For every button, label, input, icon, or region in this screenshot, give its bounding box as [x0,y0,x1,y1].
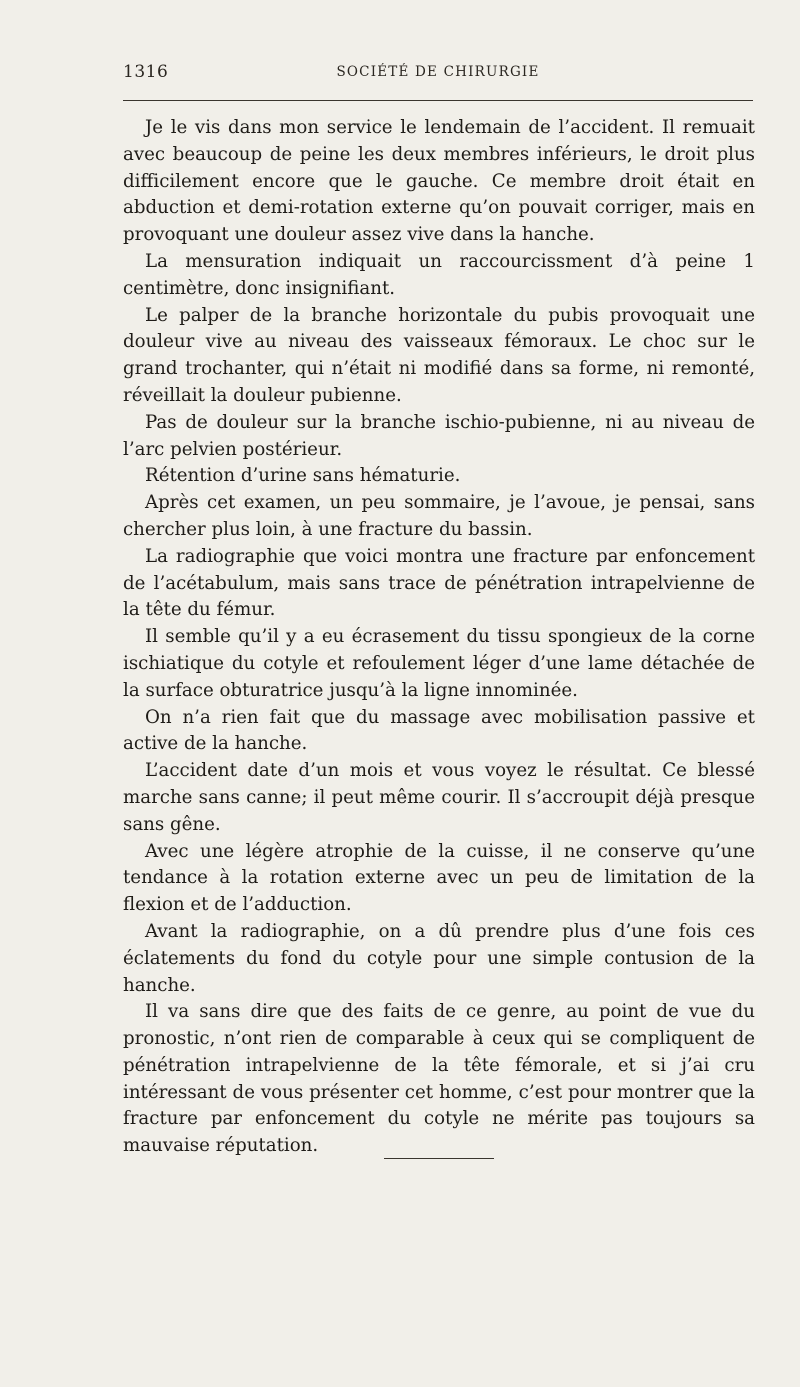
paragraph-2: La mensuration indiquait un raccourcissment d’à peine 1 centimètre, donc insignifiant. [123,250,755,299]
section-end-rule [384,1158,494,1159]
page-header [123,56,753,86]
paragraph-4: Pas de douleur sur la branche ischio-pubienne, ni au niveau de l’arc pelvien postérieur. [123,411,755,460]
paragraph-1: Je le vis dans mon service le lendemain de l’accident. Il remuait avec beaucoup de peine les deux membres inférieurs, le droit plus difficilement encore que le gauche. Ce membre droit était en abduction et demi-rotation externe qu’on pouvait corriger, mais en provoquant une douleur assez vive dans la hanche. [123,117,755,246]
paragraph-5: Rétention d’urine sans hématurie. [145,465,461,487]
paragraph-9: On n’a rien fait que du massage avec mobilisation passive et active de la hanche. [123,706,755,755]
running-title: SOCIÉTÉ DE CHIRURGIE [336,64,540,80]
paragraph-7: La radiographie que voici montra une fracture par enfoncement de l’acétabulum, mais sans trace de pénétration intrapelvienne de la tête du fémur. [123,545,755,621]
paragraph-8: Il semble qu’il y a eu écrasement du tissu spongieux de la corne ischiatique du cotyle et refoulement léger d’une lame détachée de la surface obturatrice jusqu’à la ligne innominée. [123,626,755,701]
paragraph-12: Avant la radiographie, on a dû prendre plus d’une fois ces éclatements du fond du cotyle pour une simple contusion de la hanche. [123,920,755,996]
paragraph-6: Après cet examen, un peu sommaire, je l’avoue, je pensai, sans chercher plus loin, à une fracture du bassin. [123,492,755,540]
paragraph-11: Avec une légère atrophie de la cuisse, il ne conserve qu’une tendance à la rotation externe avec un peu de limitation de la flexion et de l’adduction. [123,840,755,916]
body-text [123,115,755,1160]
paragraph-10: L’accident date d’un mois et vous voyez le résultat. Ce blessé marche sans canne; il peut même courir. Il s’accroupit déjà presque sans gêne. [123,760,755,835]
paragraph-13: Il va sans dire que des faits de ce genre, au point de vue du pronostic, n’ont rien de comparable à ceux qui se compliquent de pénétration intrapelvienne de la tête fémorale, et si j’ai cru intéressant de vous présenter cet homme, c’est pour montrer que la fracture par enfoncement du cotyle ne mérite pas toujours sa mauvaise réputation. [123,1001,755,1157]
paragraph-3: Le palper de la branche horizontale du pubis provoquait une douleur vive au niveau des vaisseaux fémoraux. Le choc sur le grand trochanter, qui n’était ni modifié dans sa forme, ni remonté, réveillait la douleur pubienne. [123,304,755,406]
header-rule [123,100,753,101]
page-number: 1316 [123,62,169,82]
